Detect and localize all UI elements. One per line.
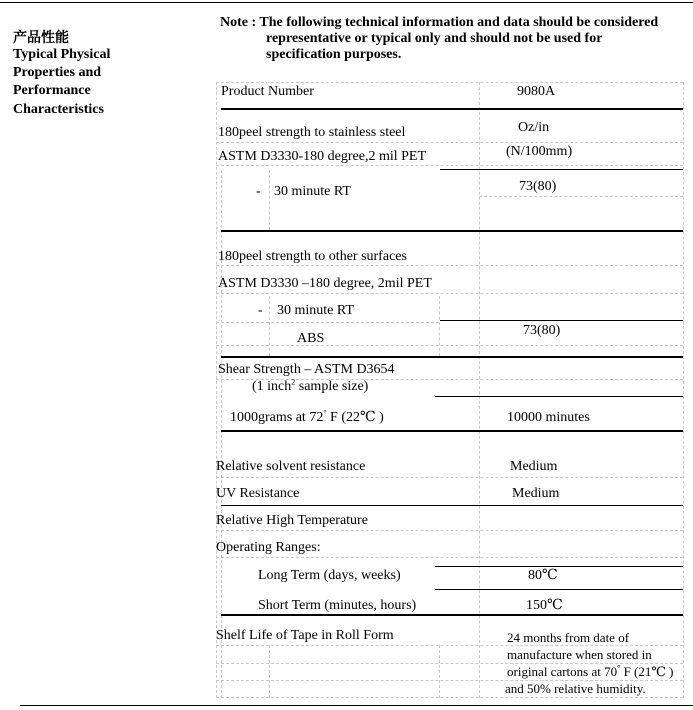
solvent-value: Medium bbox=[510, 459, 558, 474]
note-line-2: representative or typical only and should not be used for bbox=[266, 31, 603, 46]
table-rule bbox=[221, 108, 683, 110]
grid-hline bbox=[216, 265, 683, 266]
short-term-label: Short Term (minutes, hours) bbox=[258, 598, 417, 613]
grid-hline bbox=[216, 697, 683, 698]
peel-other-method: ASTM D3330 –180 degree, 2mil PET bbox=[218, 276, 432, 291]
grid-vline bbox=[479, 82, 480, 698]
solvent-label: Relative solvent resistance bbox=[216, 459, 366, 474]
table-rule bbox=[221, 505, 683, 506]
section-title-line-4: Characteristics bbox=[13, 102, 104, 117]
table-rule bbox=[435, 566, 683, 567]
grid-vline bbox=[269, 296, 270, 356]
peel-steel-method: ASTM D3330-180 degree,2 mil PET bbox=[218, 149, 427, 164]
shear-title: Shear Strength – ASTM D3654 bbox=[218, 362, 395, 377]
shelf-life-line-1: 24 months from date of bbox=[507, 630, 630, 645]
grid-hline bbox=[216, 345, 683, 346]
shelf-life-label: Shelf Life of Tape in Roll Form bbox=[216, 628, 394, 643]
shelf-life-line-2: manufacture when stored in bbox=[507, 647, 652, 662]
grid-hline bbox=[479, 196, 683, 197]
uv-label: UV Resistance bbox=[216, 486, 300, 501]
section-title-chinese: 产品性能 bbox=[13, 30, 69, 46]
table-rule bbox=[221, 614, 683, 616]
grid-vline bbox=[439, 296, 440, 356]
grid-hline bbox=[216, 322, 439, 323]
shear-load: 1000grams at 72° F (22℃ ) bbox=[230, 408, 384, 425]
bottom-rule bbox=[20, 705, 693, 706]
table-rule bbox=[221, 356, 683, 358]
peel-steel-dash: - bbox=[256, 184, 261, 199]
peel-other-title: 180peel strength to other surfaces bbox=[218, 249, 407, 264]
grid-hline bbox=[216, 477, 683, 478]
table-rule bbox=[221, 230, 683, 232]
table-rule bbox=[435, 589, 683, 590]
grid-vline bbox=[269, 645, 270, 698]
peel-steel-value: 73(80) bbox=[519, 179, 557, 194]
grid-vline bbox=[216, 82, 217, 698]
peel-other-surface: ABS bbox=[297, 331, 325, 346]
short-term-value: 150℃ bbox=[526, 598, 563, 613]
shear-sample-size: (1 inch$^2$ sample size) bbox=[252, 377, 369, 394]
peel-steel-condition: 30 minute RT bbox=[274, 184, 351, 199]
table-rule bbox=[440, 169, 683, 170]
long-term-value: 80℃ bbox=[528, 568, 558, 583]
peel-steel-unit-n: (N/100mm) bbox=[506, 144, 573, 159]
product-number-value: 9080A bbox=[517, 84, 556, 99]
top-rule bbox=[0, 2, 693, 3]
note-line-1: Note : The following technical information and data should be considered bbox=[220, 15, 659, 30]
table-rule bbox=[221, 430, 683, 432]
shear-value: 10000 minutes bbox=[507, 410, 590, 425]
grid-vline bbox=[683, 82, 684, 698]
peel-steel-unit-oz: Oz/in bbox=[518, 120, 550, 135]
grid-hline bbox=[216, 645, 683, 646]
grid-hline bbox=[216, 82, 683, 83]
peel-other-condition: 30 minute RT bbox=[277, 303, 354, 318]
peel-steel-title: 180peel strength to stainless steel bbox=[218, 125, 406, 140]
shelf-life-line-3: original cartons at 70° F (21℃ ) bbox=[507, 663, 674, 679]
peel-other-dash: - bbox=[258, 303, 263, 318]
grid-hline bbox=[216, 293, 683, 294]
grid-hline bbox=[216, 165, 683, 166]
grid-hline bbox=[216, 557, 683, 558]
section-title-line-1: Typical Physical bbox=[13, 47, 111, 62]
grid-hline bbox=[216, 142, 683, 143]
note-line-3: specification purposes. bbox=[266, 47, 402, 62]
product-number-label: Product Number bbox=[221, 84, 314, 99]
uv-value: Medium bbox=[512, 486, 560, 501]
section-title-line-3: Performance bbox=[13, 83, 91, 98]
long-term-label: Long Term (days, weeks) bbox=[258, 568, 401, 583]
section-title-line-2: Properties and bbox=[13, 65, 102, 80]
grid-vline bbox=[439, 645, 440, 698]
peel-other-value: 73(80) bbox=[523, 323, 561, 338]
table-rule bbox=[435, 396, 683, 397]
grid-hline bbox=[216, 530, 683, 531]
grid-vline bbox=[269, 170, 270, 230]
table-rule bbox=[440, 320, 683, 321]
operating-ranges-label: Operating Ranges: bbox=[216, 540, 321, 555]
shelf-life-line-4: and 50% relative humidity. bbox=[505, 681, 646, 696]
high-temp-label: Relative High Temperature bbox=[216, 513, 368, 528]
